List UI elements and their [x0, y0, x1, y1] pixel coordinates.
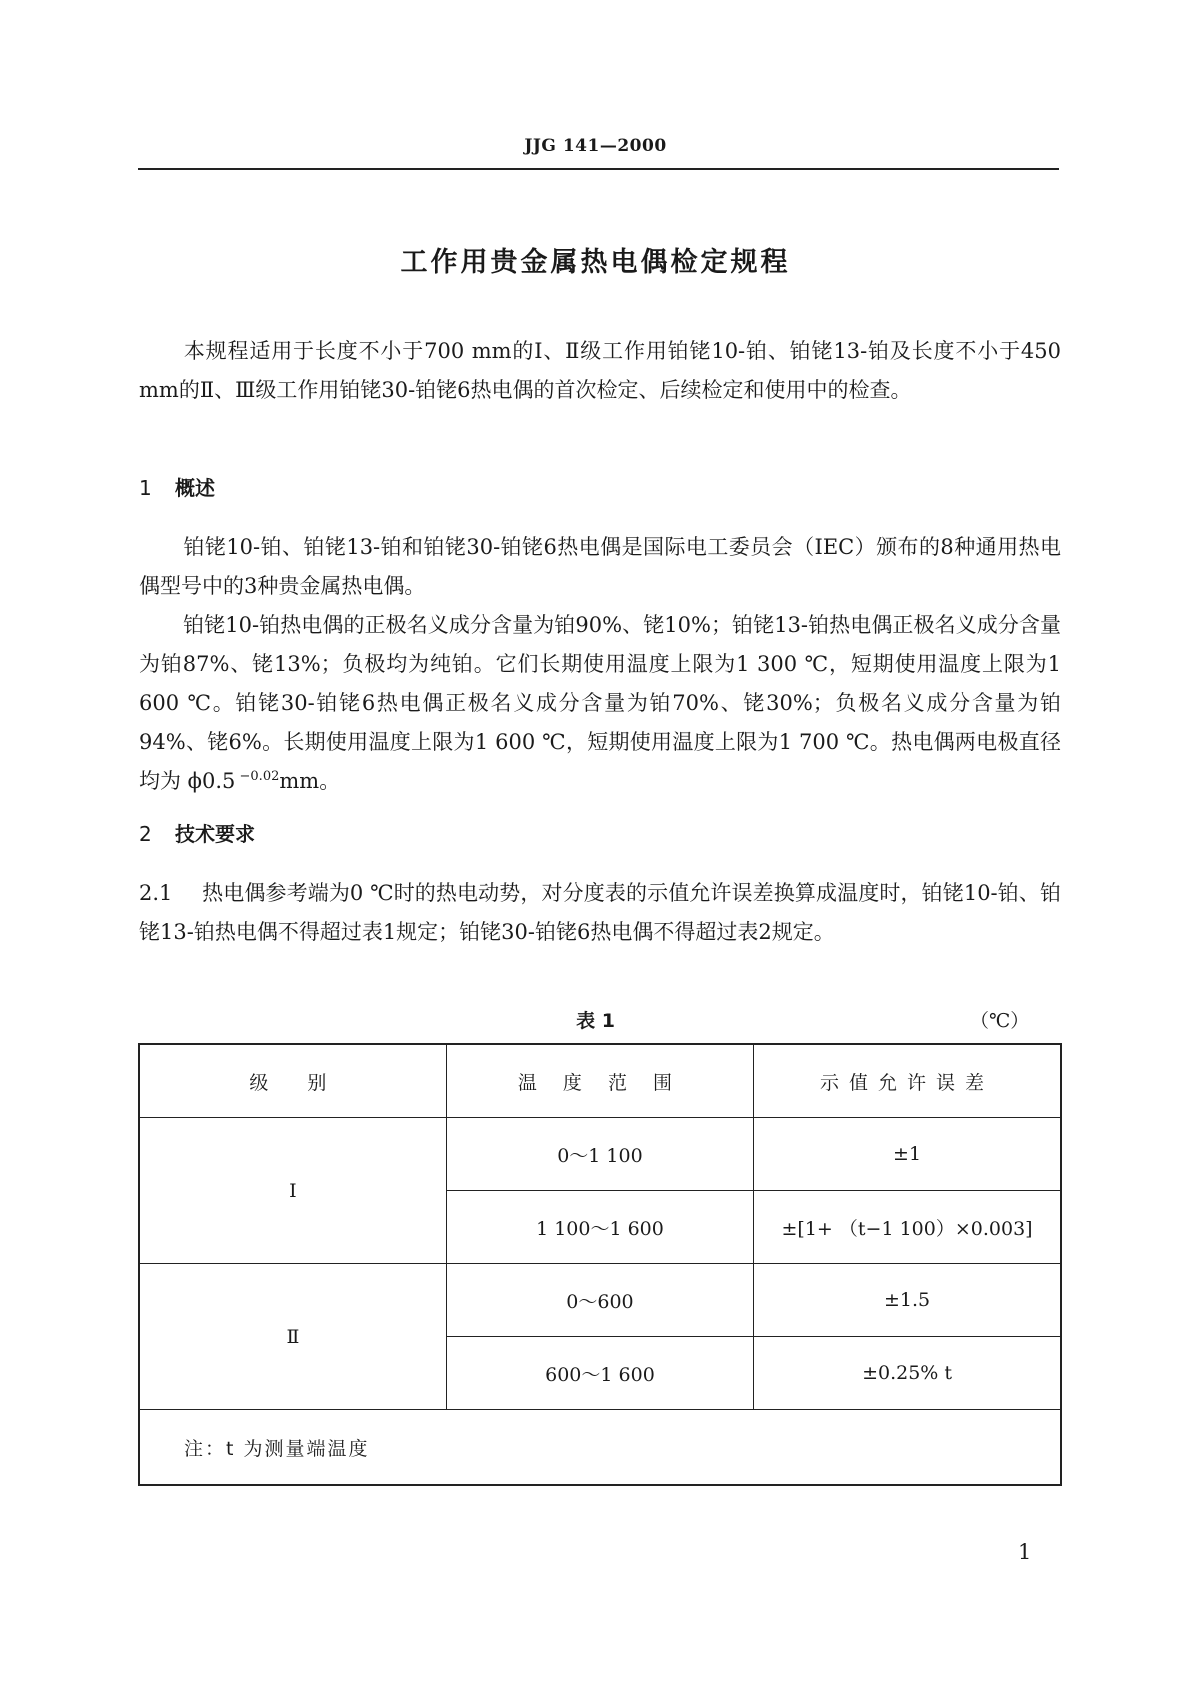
grade-cell: Ⅰ	[139, 1118, 446, 1264]
header-grade: 级 别	[139, 1044, 446, 1118]
section-1-paragraph-1	[139, 528, 1061, 606]
section-2-number: 2	[139, 822, 152, 846]
range-cell: 0～1 100	[446, 1118, 753, 1191]
header-rule	[138, 168, 1059, 170]
table-header-row	[139, 1044, 1061, 1118]
range-cell: 600～1 600	[446, 1337, 753, 1410]
page-number: 1	[1018, 1540, 1032, 1564]
section-1-p1-text: 铂铑10-铂、铂铑13-铂和铂铑30-铂铑6热电偶是国际电工委员会（IEC）颁布的8种通用热电偶型号中的3种贵金属热电偶。	[139, 535, 1061, 598]
section-1-heading	[139, 472, 215, 501]
table-row	[139, 1264, 1061, 1337]
table-1-caption: 表 1	[576, 1010, 615, 1032]
clause-2-1-text: 热电偶参考端为0 ℃时的热电动势，对分度表的示值允许误差换算成温度时，铂铑10-铂、铂铑13-铂热电偶不得超过表1规定；铂铑30-铂铑6热电偶不得超过表2规定。	[139, 881, 1061, 944]
page-title: 工作用贵金属热电偶检定规程	[400, 247, 791, 278]
section-2-heading	[139, 818, 255, 847]
section-1-number: 1	[139, 476, 152, 500]
diameter-value: ϕ0.5	[181, 769, 236, 793]
error-cell: ±1.5	[754, 1264, 1061, 1337]
section-1-title: 概述	[175, 476, 215, 500]
diameter-unit: mm。	[279, 769, 341, 793]
header-temperature-range: 温 度 范 围	[446, 1044, 753, 1118]
intro-paragraph	[139, 332, 1061, 410]
grade-cell: Ⅱ	[139, 1264, 446, 1410]
error-cell: ±0.25% t	[754, 1337, 1061, 1410]
document-code: JJG 141—2000	[524, 136, 667, 156]
range-cell: 0～600	[446, 1264, 753, 1337]
diameter-tolerance: −0.02	[235, 769, 280, 784]
error-cell: ±1	[754, 1118, 1061, 1191]
clause-2-1-number: 2.1	[139, 881, 173, 905]
table-1	[138, 1043, 1062, 1486]
table-1-unit: （℃）	[970, 1010, 1030, 1032]
section-1-p2-text: 铂铑10-铂热电偶的正极名义成分含量为铂90%、铑10%；铂铑13-铂热电偶正极名义成分含量为铂87%、铑13%；负极均为纯铂。它们长期使用温度上限为1 300 ℃，短期使用温度上限为1 600 ℃。铂铑30-铂铑6热电偶正极名义成分含量为铂70%、铑30%；负极名义成分含量为铂94%、铑6%。长期使用温度上限为1 600 ℃，短期使用温度上限为1 700 ℃。热电偶两电极直径均为	[139, 613, 1061, 793]
range-cell: 1 100～1 600	[446, 1191, 753, 1264]
error-cell: ±[1+ （t−1 100）×0.003]	[754, 1191, 1061, 1264]
section-2-title: 技术要求	[175, 822, 255, 846]
table-row	[139, 1118, 1061, 1191]
clause-2-1	[139, 874, 1061, 952]
table-note-row	[139, 1410, 1061, 1486]
section-1-paragraph-2	[139, 606, 1061, 801]
header-allowable-error: 示值允许误差	[754, 1044, 1061, 1118]
table-note: 注：t 为测量端温度	[139, 1410, 1061, 1486]
intro-text: 本规程适用于长度不小于700 mm的Ⅰ、Ⅱ级工作用铂铑10-铂、铂铑13-铂及长度不小于450 mm的Ⅱ、Ⅲ级工作用铂铑30-铂铑6热电偶的首次检定、后续检定和使用中的检查。	[139, 339, 1061, 402]
